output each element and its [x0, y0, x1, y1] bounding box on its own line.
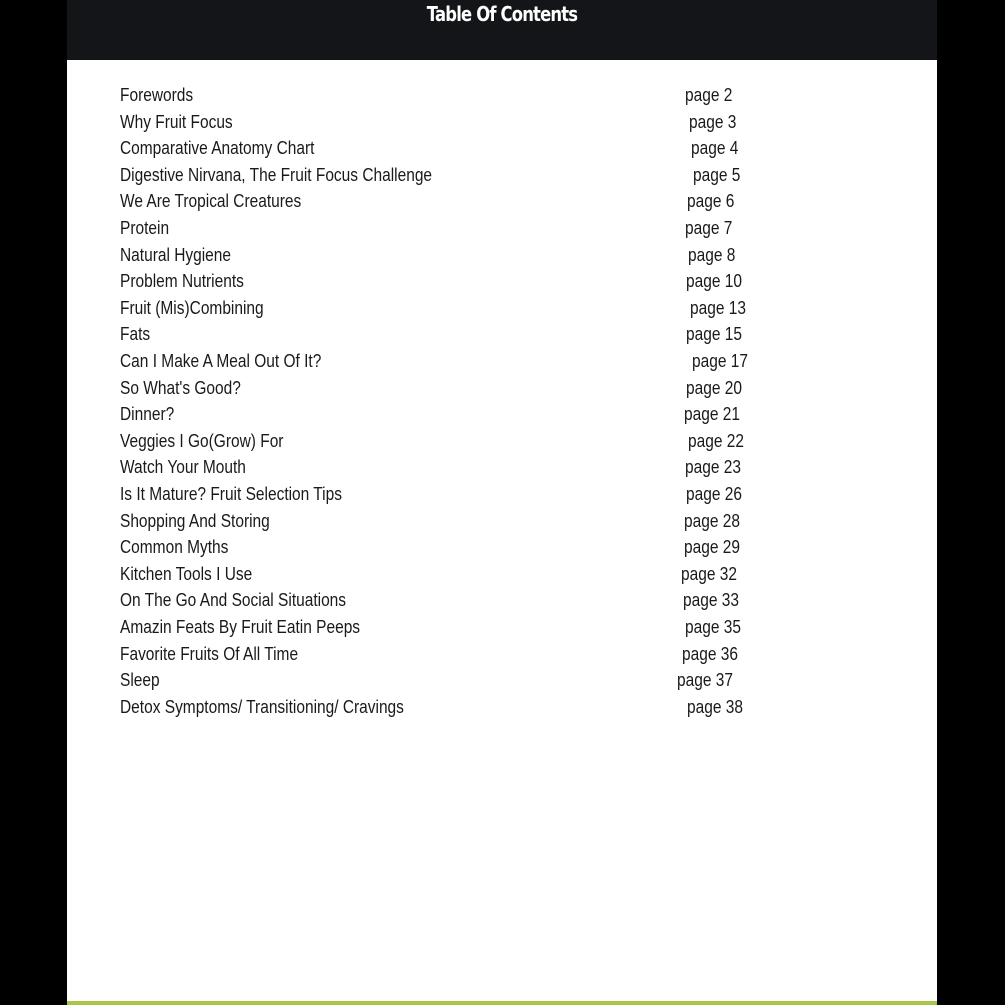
toc-entry-title: On The Go And Social Situations [120, 590, 347, 611]
table-of-contents [67, 0, 937, 1005]
toc-entry [67, 508, 937, 534]
toc-entry-title: Fruit (Mis)Combining [120, 297, 264, 318]
document-page [67, 0, 937, 1005]
toc-entry [67, 614, 937, 640]
toc-entry [67, 295, 937, 321]
toc-entry-page-number: page 22 [688, 430, 744, 451]
toc-entry-page-number: page 2 [685, 85, 733, 105]
toc-entry-title: Problem Nutrients [120, 271, 244, 292]
toc-entry-title: Forewords [120, 85, 194, 105]
toc-entry-title: So What's Good? [120, 377, 241, 398]
toc-entry-title: Digestive Nirvana, The Fruit Focus Challenge [120, 164, 433, 185]
toc-entry-title: Dinner? [120, 404, 175, 425]
toc-entry-page-number: page 36 [682, 643, 738, 664]
toc-entry-page-number: page 3 [689, 111, 737, 132]
toc-entry-page-number: page 4 [691, 138, 739, 159]
toc-entry-title: Is It Mature? Fruit Selection Tips [120, 484, 342, 504]
toc-entry-page-number: page 38 [687, 696, 743, 717]
toc-entry [67, 481, 937, 507]
toc-entry [67, 401, 937, 427]
toc-entry-page-number: page 13 [690, 297, 746, 318]
toc-entry-title: Shopping And Storing [120, 510, 270, 531]
toc-entry [67, 667, 937, 693]
toc-entry [67, 375, 937, 401]
toc-entry-page-number: page 17 [692, 351, 748, 371]
toc-entry-page-number: page 35 [685, 617, 741, 637]
toc-entry [67, 587, 937, 613]
toc-entry-page-number: page 29 [684, 537, 740, 558]
toc-entry-page-number: page 32 [681, 563, 737, 584]
toc-entry [67, 561, 937, 587]
toc-entry-title: Watch Your Mouth [120, 457, 246, 478]
toc-entry-page-number: page 20 [686, 377, 742, 398]
toc-entry-page-number: page 8 [688, 244, 736, 265]
toc-entry-title: Fats [120, 324, 151, 345]
toc-entry-page-number: page 7 [685, 218, 733, 238]
toc-entry-title: Favorite Fruits Of All Time [120, 643, 299, 664]
toc-entry-page-number: page 28 [684, 510, 740, 531]
toc-entry [67, 454, 937, 480]
toc-entry-title: Kitchen Tools I Use [120, 563, 253, 584]
toc-entry-page-number: page 6 [687, 191, 735, 212]
toc-entry-title: Amazin Feats By Fruit Eatin Peeps [120, 617, 361, 637]
toc-entry-page-number: page 33 [683, 590, 739, 611]
toc-entry [67, 534, 937, 560]
toc-entry-title: We Are Tropical Creatures [120, 191, 302, 212]
toc-entry-title: Protein [120, 218, 170, 238]
toc-entry-page-number: page 21 [684, 404, 740, 425]
toc-entry-page-number: page 26 [686, 484, 742, 504]
toc-entry-page-number: page 10 [686, 271, 742, 292]
toc-entry-title: Natural Hygiene [120, 244, 232, 265]
toc-entry-title: Common Myths [120, 537, 229, 558]
toc-entry [67, 694, 937, 720]
toc-entry [67, 348, 937, 374]
toc-entry-page-number: page 15 [686, 324, 742, 345]
toc-entry [67, 321, 937, 347]
toc-entry-title: Sleep [120, 670, 160, 691]
toc-entry [67, 215, 937, 241]
toc-entry [67, 268, 937, 294]
toc-entry [67, 428, 937, 454]
toc-entry-page-number: page 5 [693, 164, 741, 185]
accent-bar [67, 1001, 937, 1005]
toc-entry-title: Veggies I Go(Grow) For [120, 430, 284, 451]
toc-entry-title: Why Fruit Focus [120, 111, 233, 132]
toc-entry-title: Comparative Anatomy Chart [120, 138, 315, 159]
toc-entry [67, 188, 937, 214]
toc-entry-page-number: page 23 [685, 457, 741, 478]
toc-entry-title: Detox Symptoms/ Transitioning/ Cravings [120, 696, 404, 717]
toc-entry [67, 641, 937, 667]
toc-entry [67, 162, 937, 188]
toc-entry [67, 82, 937, 108]
toc-entry-title: Can I Make A Meal Out Of It? [120, 351, 322, 371]
toc-entry-page-number: page 37 [677, 670, 733, 691]
toc-entry [67, 242, 937, 268]
toc-entry [67, 109, 937, 135]
toc-entry [67, 135, 937, 161]
page-title: Table Of Contents [426, 2, 578, 26]
